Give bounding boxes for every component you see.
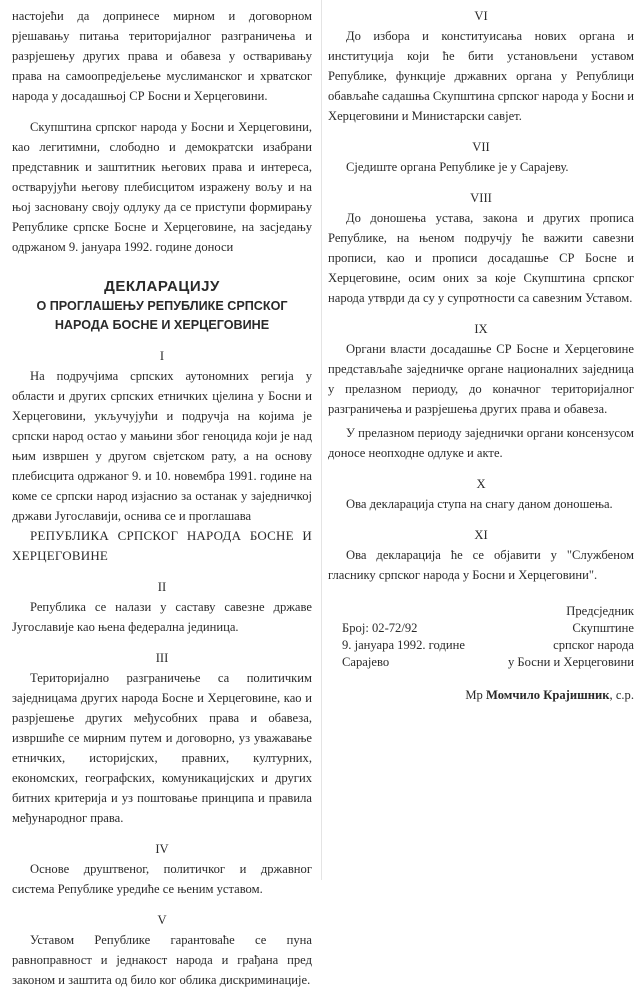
section-text: На подручјима српских аутономних регија у области и других српских етничких цјелина у Босни и Херцеговини, укључујући и подручја на којима је српски народ остао у мањини због геноцида који је над њим извршен у другом свјетском рату, а на основу плебисцита одржаног 9. и 10. новембра 1991. године на коме се српски народ изјаснио за останак у заједничкој држави Југославији, оснива се и проглашава — [12, 369, 312, 523]
section-number: I — [159, 349, 165, 363]
section-text: Ова декларација ће се објавити у "Службеном гласнику српског народа у Босни и Херцеговини". — [328, 548, 634, 582]
section-number: VII — [472, 140, 490, 154]
intro-paragraph: настојећи да допринесе мирном и договорном рјешавању питања територијалног разграничења и разрјешењу других права и обавеза у остваривању права на самоопредјељење муслиманског и хрватског народа у досадашњој СР Босни и Херцеговини. — [12, 9, 312, 103]
section-number: IV — [155, 842, 169, 856]
section-number: V — [157, 913, 167, 927]
section-number: IX — [474, 322, 488, 336]
reference-place: Сарајево — [342, 655, 390, 669]
section-number: II — [157, 580, 167, 594]
section-text: Ова декларација ступа на снагу даном доношења. — [346, 497, 613, 511]
signatory-title — [508, 603, 634, 671]
document-reference — [342, 620, 465, 671]
declaration-subtitle-line1: О ПРОГЛАШЕЊУ РЕПУБЛИКЕ СРПСКОГ — [36, 299, 288, 313]
section-number: VI — [474, 9, 488, 23]
section-text: Уставом Републике гарантоваће се пуна равноправност и једнакост народа и грађана пред законом и заштита од било ког облика дискриминације. — [12, 933, 312, 987]
section-text: Основе друштвеног, политичког и државног система Републике уредиће се њеним уставом. — [12, 862, 312, 896]
left-column — [12, 0, 312, 990]
declaration-subtitle-line2: НАРОДА БОСНЕ И ХЕРЦЕГОВИНЕ — [54, 318, 270, 332]
signatory-title-line: у Босни и Херцеговини — [507, 655, 634, 669]
section-number: X — [476, 477, 486, 491]
signer-line — [328, 685, 634, 705]
reference-date: 9. јануара 1992. године — [342, 638, 465, 652]
signature-block — [328, 603, 634, 669]
section-text: Сједиште органа Републике је у Сарајеву. — [346, 160, 569, 174]
section-text: У прелазном периоду заједнички органи консензусом доносе неопходне одлуке и акте. — [328, 426, 634, 460]
right-column — [328, 0, 634, 705]
section-number: VIII — [470, 191, 492, 205]
signer-prefix: Мр — [465, 688, 483, 702]
section-text: До доношења устава, закона и других прописа Републике, на њеном подручју ће важити савезни прописи, као и прописи досадашње СР Босне и Херцеговине, осим оних за које Скупштина српског народа утврди да су у супротности са савезним Уставом. — [328, 211, 634, 305]
assembly-paragraph: Скупштина српског народа у Босни и Херцеговини, као легитимни, слободно и демократски изабрани представник и заштитник његових права и интереса, остварујући његову плебисцитом изражену вољу и на њој засновану своју одлуку да се приступи формирању Републике српске Босне и Херцеговине, на засједању одржаном 9. јануара 1992. године доноси — [12, 120, 312, 254]
section-text: До избора и конституисања нових органа и институција који ће бити установљени уставом Републике, функције државних органа у Републици обављаће садашња Скупштина српског народа у Босни и Херцеговини и Министарски савјет. — [328, 29, 634, 123]
republic-name-caps: РЕПУБЛИКА СРПСКОГ НАРОДА БОСНЕ И ХЕРЦЕГОВИНЕ — [12, 528, 312, 563]
declaration-title: ДЕКЛАРАЦИЈУ — [104, 278, 220, 295]
signatory-title-line: српског народа — [553, 638, 634, 652]
signer-suffix: , с.р. — [609, 688, 634, 702]
signatory-title-line: Предсједник — [566, 604, 634, 618]
column-divider — [321, 0, 322, 880]
signer-name: Момчило Крајишник — [486, 688, 610, 702]
signatory-title-line: Скупштине — [572, 621, 634, 635]
section-number: XI — [474, 528, 488, 542]
section-number: III — [155, 651, 169, 665]
section-text: Органи власти досадашње СР Босне и Херцеговине представљаће заједничке органе националних заједница у прелазном периоду, до коначног територијалног разграничења и разрјешења других права и обавеза. — [328, 342, 634, 416]
reference-number: Број: 02-72/92 — [342, 621, 418, 635]
section-text: Територијално разграничење са политичким заједницама других народа Босне и Херцеговине, као и разрјешење других међусобних права и обавеза, извршиће се мирним путем и договорно, уз уважавање етничких, историјских, правних, културних, економских, географских, комуникацијских и других битних критерија и уз поштовање принципа и правила међународног права. — [12, 671, 312, 825]
section-text: Република се налази у саставу савезне државе Југославије као њена федерална јединица. — [12, 600, 312, 634]
